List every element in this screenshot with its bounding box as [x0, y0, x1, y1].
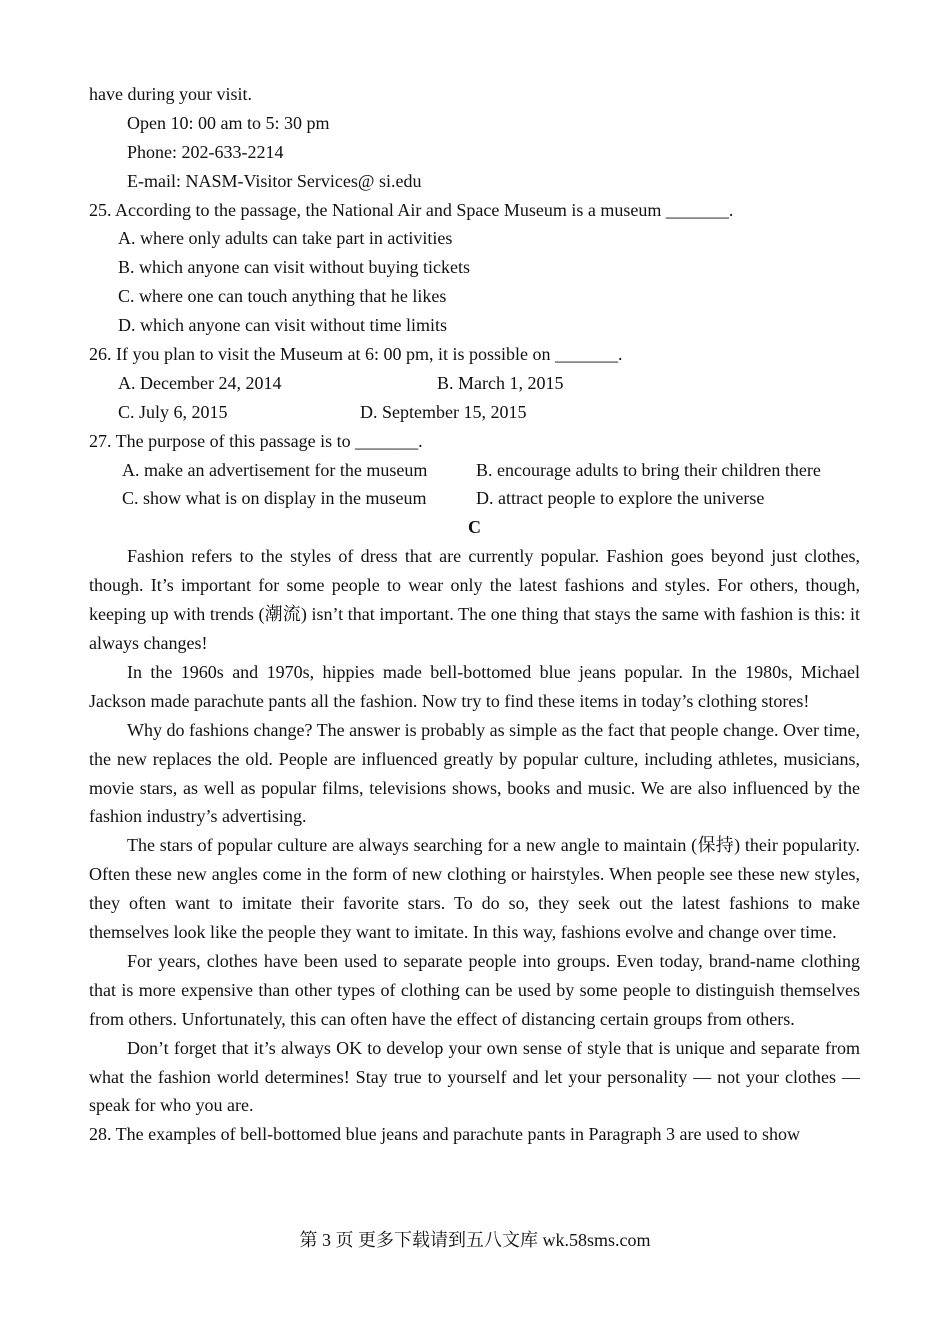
question-27-options-row-2	[89, 484, 860, 513]
question-27-option-b: B. encourage adults to bring their children there	[476, 459, 821, 480]
page-footer: 第 3 页 更多下载请到五八文库 wk.58sms.com	[299, 1230, 651, 1250]
intro-line: have during your visit.	[89, 84, 252, 104]
passage-paragraph-6: Don’t forget that it’s always OK to develop your own sense of style that is unique and separate from what the fashion world determines! Stay true to yourself and let your personality — not your clothes — speak for who you are.	[89, 1037, 860, 1116]
opening-hours: Open 10: 00 am to 5: 30 pm	[127, 112, 330, 133]
passage-paragraph-1: Fashion refers to the styles of dress that are currently popular. Fashion goes beyond just clothes, though. It’s important for some people to wear only the latest fashions and styles. For others, though, keeping up with trends (潮流) isn’t that important. The one thing that stays the same with fashion is this: it always changes!	[89, 546, 860, 653]
passage-paragraph-5: For years, clothes have been used to separate people into groups. Even today, brand-name clothing that is more expensive than other types of clothing can be used by some people to distinguish themselves from others. Unfortunately, this can often have the effect of distancing certain groups from others.	[89, 950, 860, 1029]
question-27-option-d: D. attract people to explore the universe	[476, 488, 765, 509]
question-25-option-b: B. which anyone can visit without buying tickets	[118, 257, 470, 278]
question-26-option-b: B. March 1, 2015	[437, 372, 564, 393]
page-content	[89, 80, 860, 1149]
question-27-option-a: A. make an advertisement for the museum	[122, 459, 428, 480]
question-27-options-row-1	[89, 456, 860, 485]
question-26-option-a: A. December 24, 2014	[118, 372, 282, 393]
question-26-options-row-1	[89, 369, 860, 398]
question-26-option-c: C. July 6, 2015	[118, 401, 228, 422]
email-address: E-mail: NASM-Visitor Services@ si.edu	[127, 170, 422, 191]
question-26-options-row-2	[89, 398, 860, 427]
question-28-stem: 28. The examples of bell-bottomed blue jeans and parachute pants in Paragraph 3 are used to show	[89, 1124, 800, 1145]
question-27-stem: 27. The purpose of this passage is to _______.	[89, 430, 423, 451]
question-27-option-c: C. show what is on display in the museum	[122, 488, 427, 509]
question-26-option-d: D. September 15, 2015	[360, 401, 527, 422]
question-25-option-c: C. where one can touch anything that he likes	[118, 286, 447, 307]
question-25-option-a: A. where only adults can take part in activities	[118, 228, 453, 249]
question-25-option-d: D. which anyone can visit without time limits	[118, 315, 447, 336]
passage-paragraph-2: In the 1960s and 1970s, hippies made bell-bottomed blue jeans popular. In the 1980s, Michael Jackson made parachute pants all the fashion. Now try to find these items in today’s clothing stores!	[89, 661, 860, 711]
phone-number: Phone: 202-633-2214	[127, 141, 284, 162]
question-26-stem: 26. If you plan to visit the Museum at 6: 00 pm, it is possible on _______.	[89, 344, 623, 365]
question-25-stem: 25. According to the passage, the National Air and Space Museum is a museum _______.	[89, 199, 734, 220]
section-c-heading: C	[468, 517, 481, 538]
passage-paragraph-3: Why do fashions change? The answer is probably as simple as the fact that people change. Over time, the new replaces the old. People are influenced greatly by popular culture, including athletes, musicians, movie stars, as well as popular films, televisions shows, books and music. We are also influenced by the fashion industry’s advertising.	[89, 719, 860, 827]
passage-paragraph-4: The stars of popular culture are always searching for a new angle to maintain (保持) their popularity. Often these new angles come in the form of new clothing or hairstyles. When people see these new styles, they often want to imitate their favorite stars. To do so, they seek out the latest fashions to make themselves look like the people they want to imitate. In this way, fashions evolve and change over time.	[89, 835, 860, 943]
